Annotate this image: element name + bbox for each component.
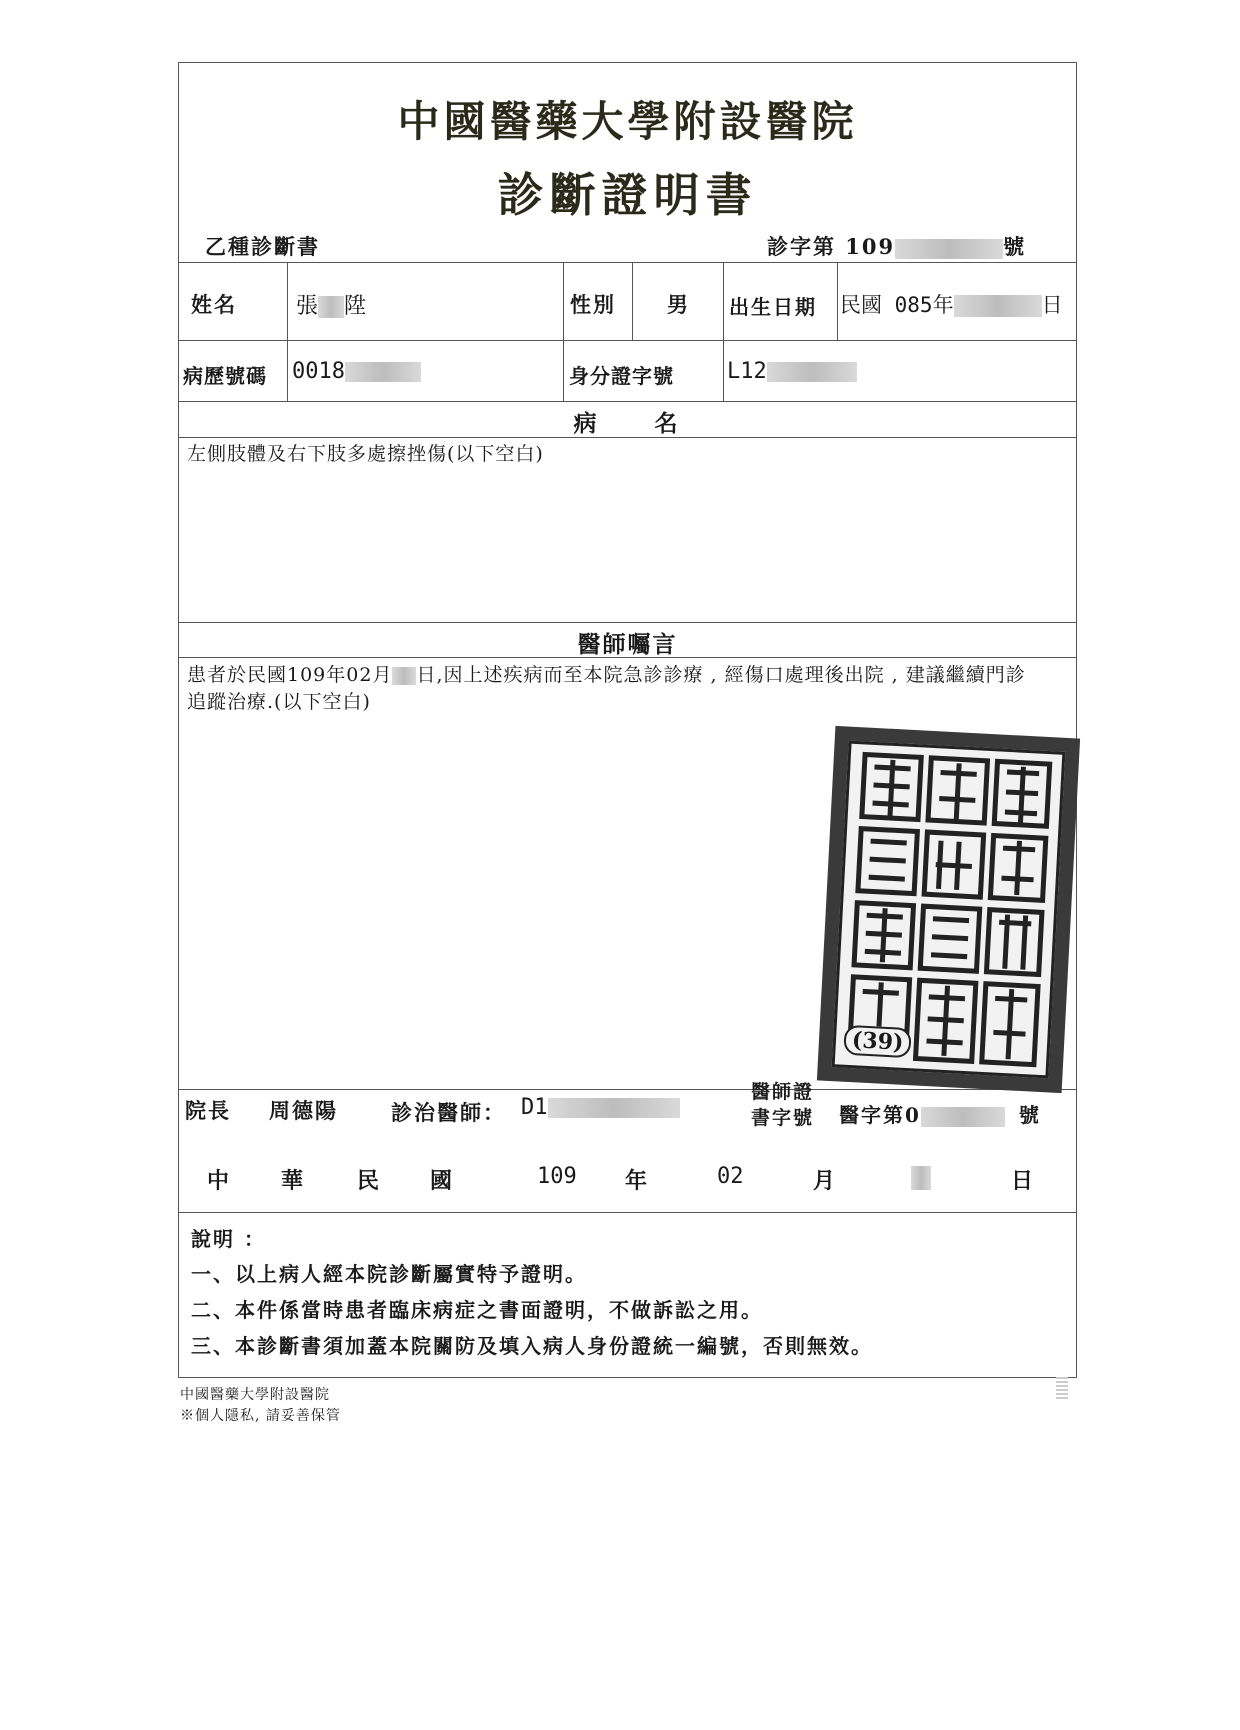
- footer-privacy-note: ※個人隱私, 請妥善保管: [180, 1408, 341, 1424]
- table-rule: [179, 622, 1076, 623]
- table-col-rule: [632, 262, 633, 340]
- table-col-rule: [837, 262, 838, 340]
- cert-number-prefix: 診字第 109: [767, 234, 896, 259]
- advice-line-1a: 患者於民國109年02月: [187, 664, 393, 686]
- id-number: [727, 359, 857, 384]
- redacted-block: [392, 667, 416, 685]
- director-label: 院長: [185, 1098, 231, 1123]
- license-prefix: 醫字第0: [839, 1103, 921, 1127]
- record-number: [292, 359, 421, 384]
- redacted-block: [345, 362, 421, 382]
- redacted-block: [767, 362, 857, 382]
- notes-section: [179, 1212, 1076, 1372]
- license-label-line2: 書字號: [751, 1107, 815, 1129]
- redacted-block: [895, 239, 1003, 259]
- director-name: 周德陽: [269, 1098, 338, 1123]
- physician-prefix: D1: [521, 1095, 548, 1120]
- date-month-unit: 月: [813, 1168, 836, 1194]
- date-month: 02: [717, 1164, 744, 1189]
- redacted-block: [954, 295, 1042, 317]
- table-rule: [179, 401, 1076, 402]
- notes-item: 一、以上病人經本院診斷屬實特予證明。: [191, 1262, 587, 1286]
- date-year: 109: [537, 1164, 577, 1189]
- date-char: 民: [357, 1168, 380, 1194]
- margin-mark: [1056, 1377, 1068, 1399]
- hospital-name: 中國醫藥大學附設醫院: [397, 97, 858, 146]
- license-label: [751, 1079, 814, 1131]
- advice-line-1b: 日,因上述疾病而至本院急診診療 , 經傷口處理後出院 , 建議繼續門診: [416, 664, 1026, 686]
- dob-suffix: 日: [1041, 293, 1063, 317]
- dob-label: 出生日期: [729, 295, 817, 319]
- dob-value: [840, 289, 1063, 319]
- physician-label: 診治醫師：: [391, 1100, 506, 1125]
- date-year-unit: 年: [625, 1168, 648, 1194]
- diagnosis-title: 病 名: [573, 410, 682, 437]
- license-number: [839, 1099, 1041, 1128]
- id-prefix: L12: [727, 359, 767, 384]
- advice-line-1: [187, 662, 1026, 689]
- diagnosis-text: 左側肢體及右下肢多處擦挫傷(以下空白): [187, 443, 544, 465]
- redacted-block: [911, 1166, 931, 1190]
- hospital-seal-stamp: [817, 726, 1080, 1093]
- patient-name: [296, 289, 366, 320]
- advice-line-2: 追蹤治療.(以下空白): [187, 691, 371, 713]
- date-char: 國: [430, 1168, 453, 1194]
- document-title: 診斷證明書: [497, 168, 758, 222]
- cert-type: 乙種診斷書: [205, 234, 320, 259]
- table-col-rule: [287, 262, 288, 401]
- record-label: 病歷號碼: [183, 364, 267, 388]
- license-label-line1: 醫師證: [751, 1081, 815, 1103]
- name-first: 張: [296, 294, 319, 319]
- table-rule: [179, 1089, 1076, 1090]
- cert-number-suffix: 號: [1003, 234, 1027, 259]
- dob-prefix: 民國 085年: [840, 293, 954, 317]
- redacted-block: [921, 1107, 1005, 1127]
- table-col-rule: [563, 262, 564, 401]
- sex-value: 男: [667, 292, 690, 317]
- id-label: 身分證字號: [569, 364, 674, 388]
- date-day-unit: 日: [1011, 1168, 1034, 1194]
- physician-id: [521, 1095, 680, 1120]
- license-suffix: 號: [1018, 1103, 1041, 1127]
- notes-item: 三、本診斷書須加蓋本院關防及填入病人身份證統一編號，否則無效。: [191, 1334, 873, 1358]
- date-char: 中: [207, 1168, 230, 1194]
- issue-date: [179, 1164, 1076, 1194]
- name-last: 陞: [344, 294, 367, 319]
- seal-number: (39): [843, 1025, 912, 1058]
- name-label: 姓名: [191, 292, 237, 317]
- date-char: 華: [281, 1168, 304, 1194]
- record-prefix: 0018: [292, 359, 345, 384]
- cert-number: [767, 231, 1026, 261]
- seal-face: [832, 741, 1066, 1079]
- notes-item: 二、本件係當時患者臨床病症之書面證明，不做訴訟之用。: [191, 1298, 763, 1322]
- redacted-block: [318, 296, 344, 318]
- table-col-rule: [723, 262, 724, 401]
- table-rule: [179, 340, 1076, 341]
- redacted-block: [548, 1098, 680, 1118]
- sex-label: 性別: [570, 292, 616, 317]
- advice-title: 醫師囑言: [577, 631, 678, 658]
- table-top-rule: [179, 262, 1076, 263]
- notes-title: 說明 ：: [191, 1227, 266, 1251]
- certificate-document: [178, 62, 1077, 1378]
- footer-hospital: 中國醫藥大學附設醫院: [180, 1387, 330, 1403]
